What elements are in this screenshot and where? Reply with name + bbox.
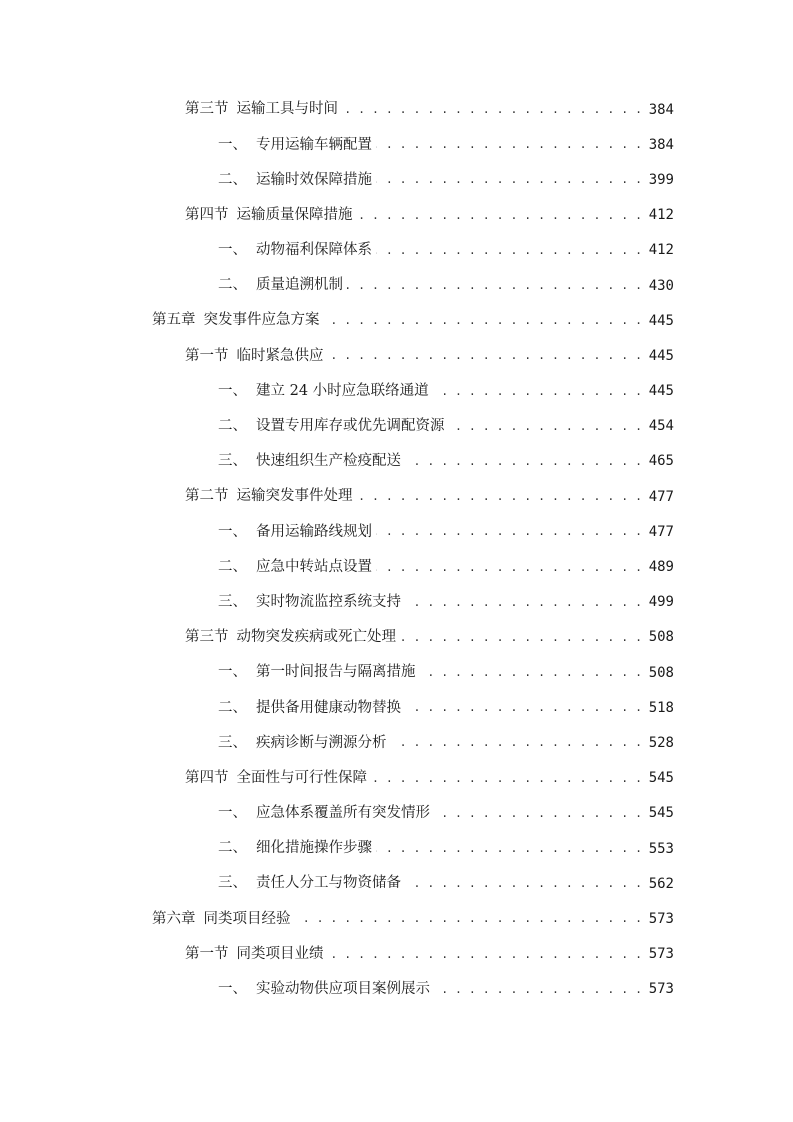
toc-entry-title: 疾病诊断与溯源分析 [256,734,387,751]
toc-entry-title: 备用运输路线规划 [256,523,372,540]
toc-page-number: 399 [648,171,674,188]
toc-entry-number: 三、 [218,593,247,610]
toc-page-number: 508 [648,664,674,681]
toc-entry-title: 运输突发事件处理 [236,488,353,505]
toc-section-entry[interactable] [0,198,793,233]
toc-entry-title: 快速组织生产检疫配送 [256,453,401,470]
toc-section-entry[interactable] [0,761,793,796]
toc-subsection-entry[interactable] [0,127,793,162]
toc-dot-leader [376,242,642,258]
toc-subsection-entry[interactable] [0,233,793,268]
toc-entry-number: 三、 [218,875,247,892]
table-of-contents [0,92,793,1007]
toc-entry-title: 全面性与可行性保障 [236,769,367,786]
toc-entry-number: 第四节 [185,206,229,223]
toc-entry-number: 一、 [218,805,247,822]
toc-page-number: 384 [648,136,674,153]
toc-entry-title: 同类项目经验 [203,910,291,927]
toc-subsection-entry[interactable] [0,866,793,901]
toc-entry-number: 第二节 [185,488,229,505]
toc-page-number: 454 [648,418,674,435]
toc-dot-leader [357,207,643,223]
toc-section-entry[interactable] [0,479,793,514]
toc-entry-title: 应急中转站点设置 [256,558,372,575]
toc-page-number: 430 [648,277,674,294]
toc-dot-leader [342,102,642,118]
toc-subsection-entry[interactable] [0,725,793,760]
toc-dot-leader [347,278,642,294]
toc-dot-leader [376,524,642,540]
toc-dot-leader [400,629,642,645]
toc-section-entry[interactable] [0,620,793,655]
toc-entry-number: 二、 [218,171,247,188]
toc-entry-title: 应急体系覆盖所有突发情形 [256,805,430,822]
toc-entry-number: 第三节 [185,101,229,118]
toc-page-number: 445 [648,312,674,329]
toc-entry-number: 一、 [218,382,247,399]
toc-dot-leader [420,665,643,681]
toc-dot-leader [405,876,642,892]
toc-subsection-entry[interactable] [0,655,793,690]
toc-entry-number: 三、 [218,734,247,751]
toc-dot-leader [405,700,642,716]
toc-page-number: 553 [648,840,674,857]
toc-entry-title: 责任人分工与物资储备 [256,875,401,892]
toc-entry-title: 第一时间报告与隔离措施 [256,664,416,681]
toc-entry-title: 动物突发疾病或死亡处理 [236,629,396,646]
toc-entry-number: 三、 [218,453,247,470]
toc-page-number: 518 [648,699,674,716]
toc-page-number: 499 [648,594,674,611]
toc-page-number: 573 [648,981,674,998]
toc-page-number: 477 [648,488,674,505]
toc-page-number: 573 [648,946,674,963]
toc-entry-number: 第一节 [185,945,229,962]
toc-dot-leader [405,453,642,469]
toc-page-number: 489 [648,559,674,576]
toc-subsection-entry[interactable] [0,514,793,549]
toc-page-number: 562 [648,875,674,892]
toc-section-entry[interactable] [0,92,793,127]
toc-page-number: 412 [648,242,674,259]
toc-entry-title: 实验动物供应项目案例展示 [256,981,430,998]
toc-entry-title: 实时物流监控系统支持 [256,593,401,610]
toc-subsection-entry[interactable] [0,796,793,831]
toc-subsection-entry[interactable] [0,374,793,409]
toc-page-number: 384 [648,101,674,118]
toc-subsection-entry[interactable] [0,831,793,866]
toc-entry-number: 第五章 [152,312,196,329]
toc-page-number: 445 [648,347,674,364]
toc-entry-title: 细化措施操作步骤 [256,840,372,857]
toc-entry-number: 第一节 [185,347,229,364]
toc-page-number: 465 [648,453,674,470]
toc-dot-leader [324,313,643,329]
toc-entry-number: 一、 [218,523,247,540]
toc-page-number: 445 [648,383,674,400]
toc-entry-number: 二、 [218,418,247,435]
toc-entry-number: 第四节 [185,769,229,786]
toc-dot-leader [328,348,643,364]
toc-subsection-entry[interactable] [0,444,793,479]
toc-subsection-entry[interactable] [0,268,793,303]
toc-entry-title: 突发事件应急方案 [203,312,320,329]
toc-entry-title: 质量追溯机制 [256,277,343,294]
toc-dot-leader [357,489,643,505]
toc-dot-leader [405,594,642,610]
toc-section-entry[interactable] [0,937,793,972]
toc-entry-number: 第六章 [152,910,196,927]
toc-dot-leader [328,946,643,962]
toc-entry-title: 运输时效保障措施 [256,171,372,188]
toc-chapter-entry[interactable] [0,303,793,338]
toc-dot-leader [433,383,642,399]
toc-page-number: 508 [648,629,674,646]
toc-entry-number: 第三节 [185,629,229,646]
toc-entry-title: 运输工具与时间 [236,101,338,118]
toc-dot-leader [371,770,642,786]
toc-dot-leader [376,137,642,153]
toc-subsection-entry[interactable] [0,162,793,197]
toc-entry-number: 一、 [218,242,247,259]
toc-dot-leader [376,559,642,575]
toc-page-number: 477 [648,523,674,540]
toc-entry-title: 临时紧急供应 [236,347,324,364]
toc-chapter-entry[interactable] [0,901,793,936]
toc-dot-leader [376,841,642,857]
toc-dot-leader [449,418,643,434]
toc-page-number: 528 [648,734,674,751]
toc-subsection-entry[interactable] [0,549,793,584]
toc-entry-number: 二、 [218,277,247,294]
toc-dot-leader [391,735,643,751]
toc-entry-number: 二、 [218,840,247,857]
toc-entry-number: 一、 [218,136,247,153]
toc-page-number: 545 [648,805,674,822]
toc-dot-leader [295,911,643,927]
toc-entry-title: 设置专用库存或优先调配资源 [256,418,445,435]
toc-page-number: 573 [648,910,674,927]
toc-dot-leader [376,172,642,188]
toc-entry-number: 二、 [218,558,247,575]
toc-entry-title: 同类项目业绩 [236,945,324,962]
toc-entry-title: 运输质量保障措施 [236,206,353,223]
toc-dot-leader [434,805,642,821]
toc-entry-title: 专用运输车辆配置 [256,136,372,153]
toc-subsection-entry[interactable] [0,690,793,725]
toc-section-entry[interactable] [0,338,793,373]
toc-subsection-entry[interactable] [0,409,793,444]
toc-entry-title: 建立 24 小时应急联络通道 [256,382,429,399]
toc-entry-number: 一、 [218,981,247,998]
toc-page-number: 545 [648,770,674,787]
toc-entry-title: 提供备用健康动物替换 [256,699,401,716]
toc-entry-number: 二、 [218,699,247,716]
toc-page-number: 412 [648,207,674,224]
toc-entry-title: 动物福利保障体系 [256,242,372,259]
toc-entry-number: 一、 [218,664,247,681]
toc-dot-leader [434,981,642,997]
toc-subsection-entry[interactable] [0,972,793,1007]
toc-subsection-entry[interactable] [0,585,793,620]
